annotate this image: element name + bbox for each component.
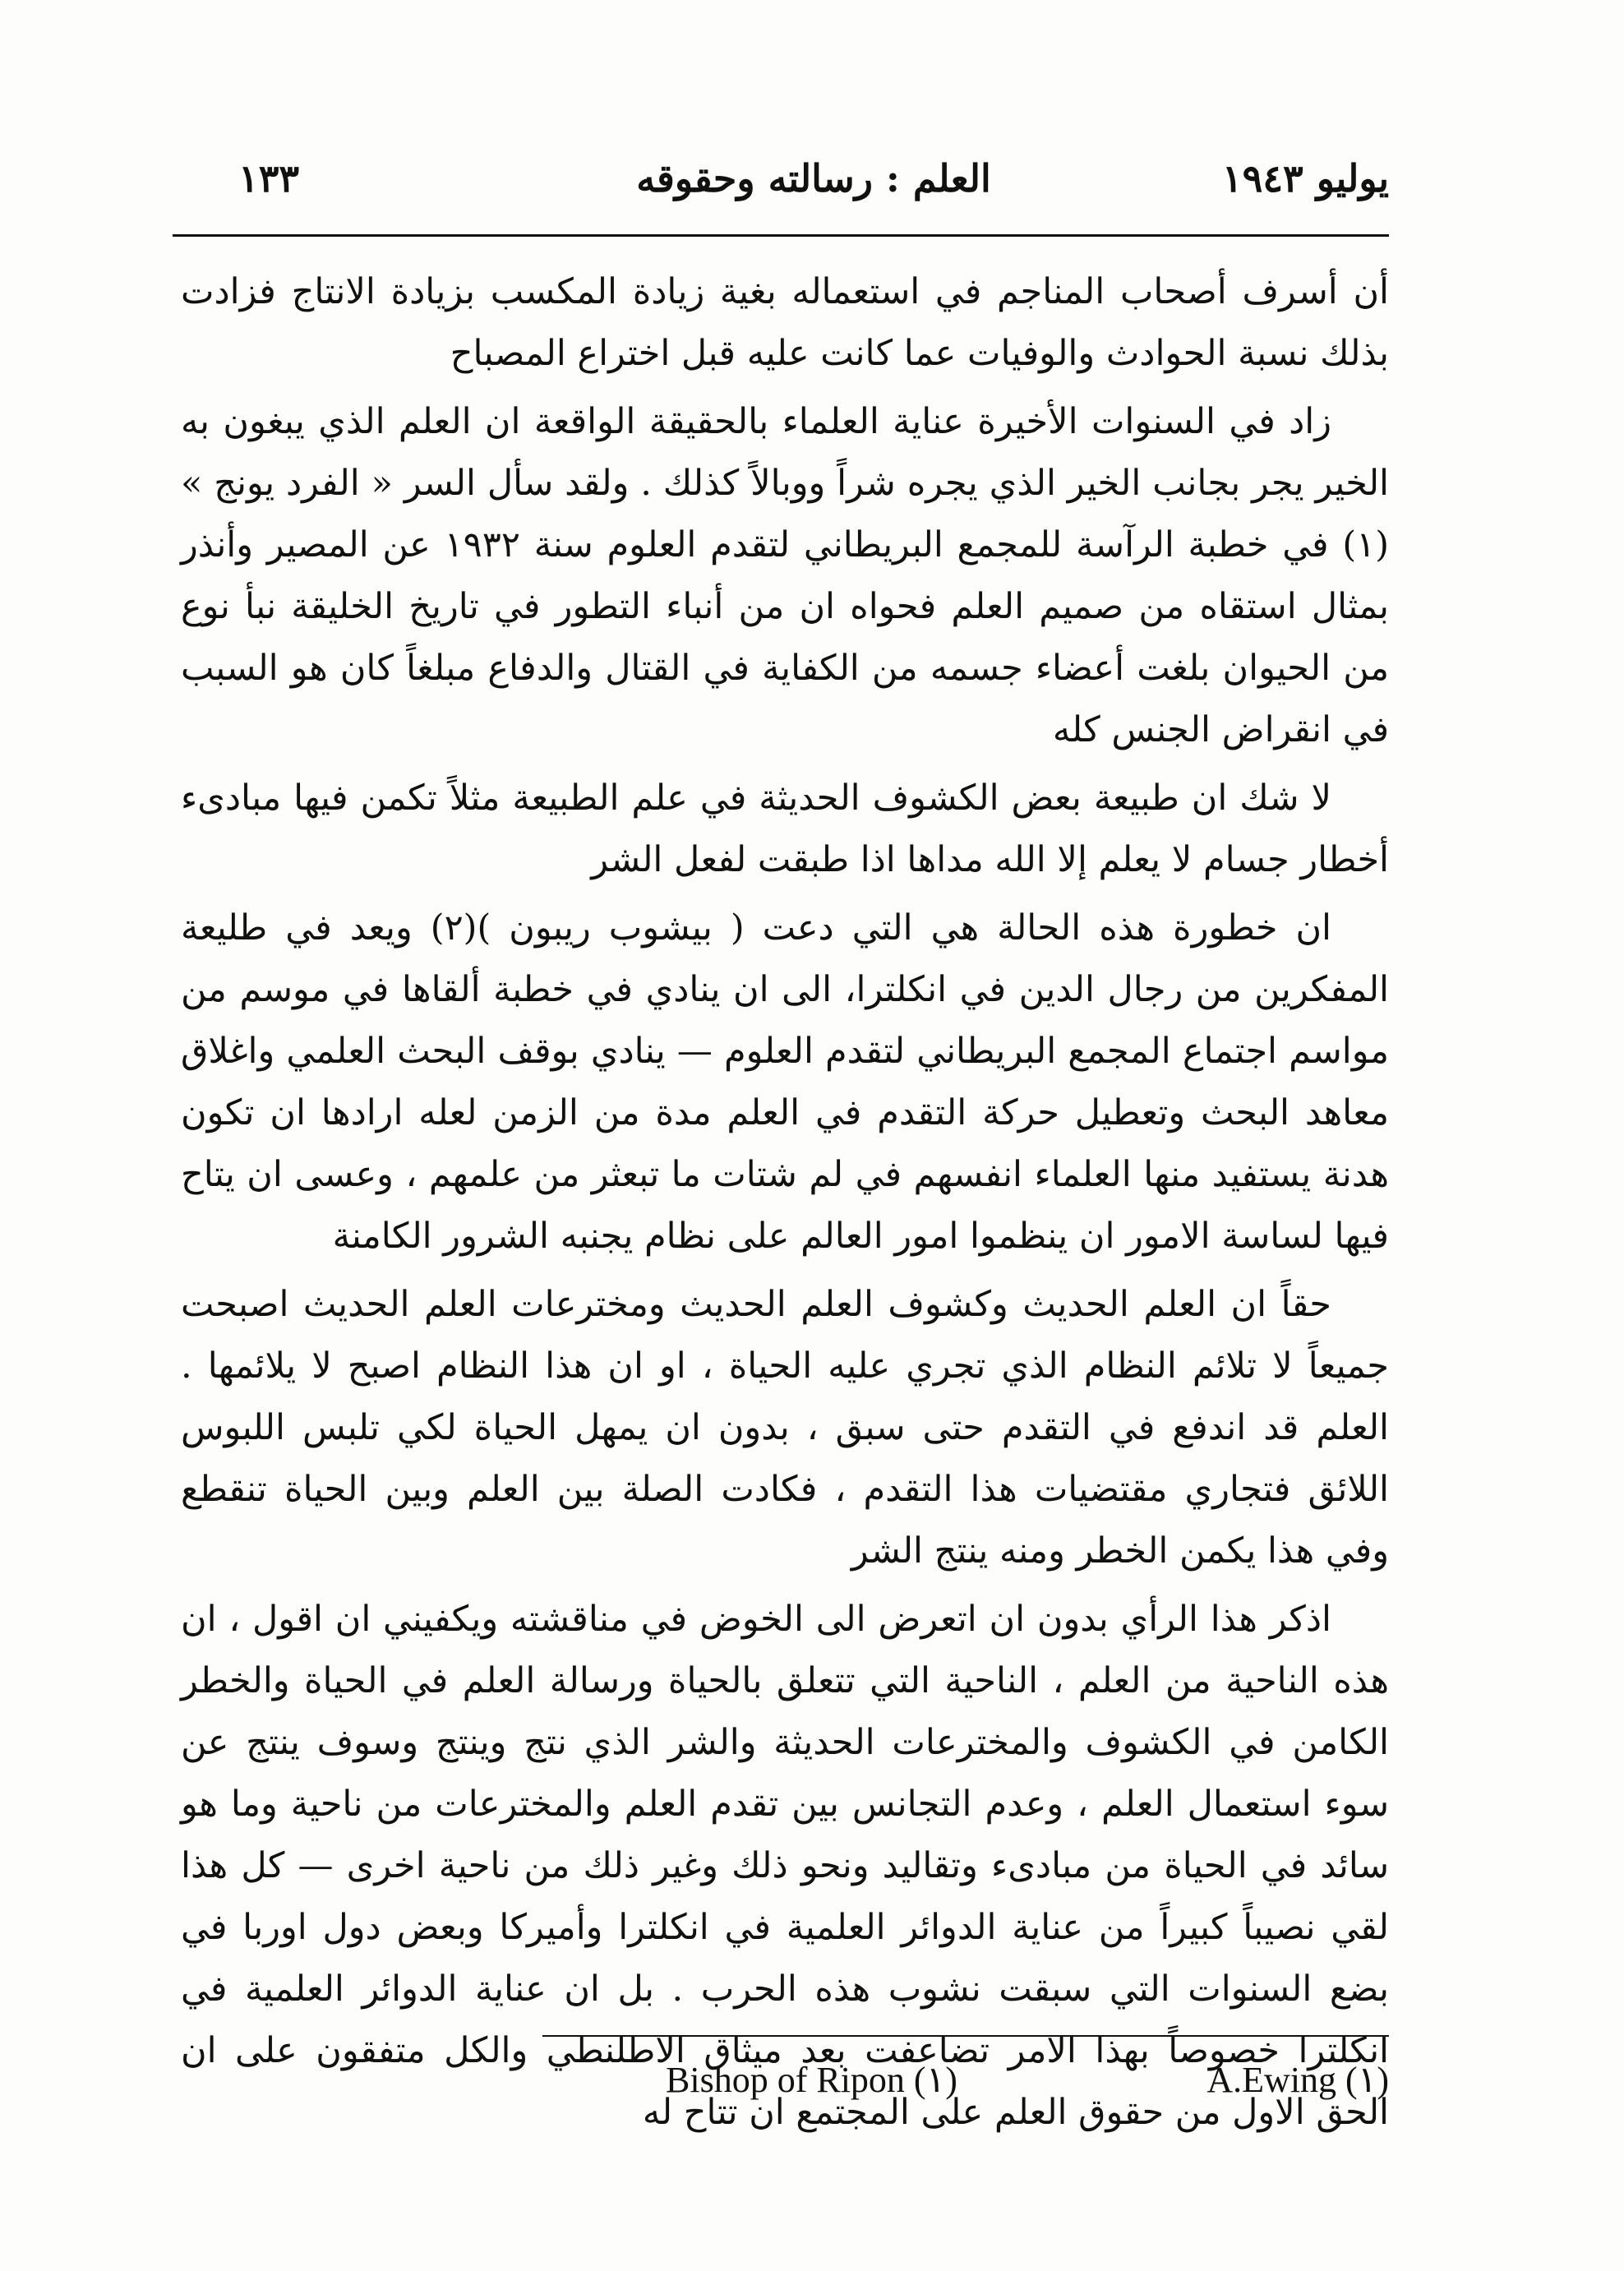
running-title: العلم : رسالته وحقوقه — [636, 156, 991, 201]
footnote-divider — [542, 2035, 1389, 2037]
footnote-ewing: A.Ewing (١) — [1206, 2060, 1389, 2100]
page-number: ١٣٣ — [238, 156, 300, 201]
paragraph: أن أسرف أصحاب المناجم في استعماله بغية زيادة المكسب بزيادة الانتاج فزادت بذلك نسبة الحوادث والوفيات عما كانت عليه قبل اختراع المصباح — [181, 271, 1389, 374]
issue-date: يوليو ١٩٤٣ — [1221, 156, 1389, 201]
page-header — [238, 156, 1389, 214]
footnotes — [666, 2059, 1389, 2108]
header-divider — [173, 234, 1389, 237]
paragraph: اذكر هذا الرأي بدون ان اتعرض الى الخوض في مناقشته ويكفيني ان اقول ، ان هذه الناحية من العلم ، الناحية التي تتعلق بالحياة ورسالة العلم في الحياة والخطر الكامن في الكشوف والمخترعات الحديثة والشر الذي نتج وينتج وسوف ينتج عن سوء استعمال العلم ، وعدم التجانس بين تقدم العلم والمخترعات من ناحية وما هو سائد في الحياة من مبادىء وتقاليد ونحو ذلك وغير ذلك من ناحية اخرى — كل هذا لقي نصيباً كبيراً من عناية الدوائر العلمية في انكلترا وأميركا وبعض دول اوربا في بضع السنوات التي سبقت نشوب هذه الحرب . بل ان عناية الدوائر العلمية في انكلترا خصوصاً بهذا الامر تضاعفت بعد ميثاق الاطلنطي والكل متفقون على ان الحق الاول من حقوق العلم على المجتمع ان تتاح له — [181, 1599, 1389, 2133]
paragraph: لا شك ان طبيعة بعض الكشوف الحديثة في علم الطبيعة مثلاً تكمن فيها مبادىء أخطار جسام لا يعلم إلا الله مداها اذا طبقت لفعل الشر — [181, 778, 1389, 880]
paragraph: ان خطورة هذه الحالة هي التي دعت ( بيشوب ريبون )(٢) ويعد في طليعة المفكرين من رجال الدين في انكلترا، الى ان ينادي في خطبة ألقاها في موسم من مواسم اجتماع المجمع البريطاني لتقدم العلوم — ينادي بوقف البحث العلمي واغلاق معاهد البحث وتعطيل حركة التقدم في العلم مدة من الزمن لعله ارادها ان تكون هدنة يستفيد منها العلماء انفسهم في لم شتات ما تبعثر من علمهم ، وعسى ان يتاح فيها لساسة الامور ان ينظموا امور العالم على نظام يجنبه الشرور الكامنة — [181, 907, 1389, 1257]
paragraph: زاد في السنوات الأخيرة عناية العلماء بالحقيقة الواقعة ان العلم الذي يبغون به الخير يجر بجانب الخير الذي يجره شراً ووبالاً كذلك . ولقد سأل السر « الفرد يونج » (١) في خطبة الرآسة للمجمع البريطاني لتقدم العلوم سنة ١٩٣٢ عن المصير وأنذر بمثال استقاه من صميم العلم فحواه ان من أنباء التطور في تاريخ الخليقة نبأ نوع من الحيوان بلغت أعضاء جسمه من الكفاية في القتال والدفاع مبلغاً كان هو السبب في انقراض الجنس كله — [181, 401, 1390, 750]
paragraph: حقاً ان العلم الحديث وكشوف العلم الحديث ومخترعات العلم الحديث اصبحت جميعاً لا تلائم النظام الذي تجري عليه الحياة ، او ان هذا النظام اصبح لا يلائمها . العلم قد اندفع في التقدم حتى سبق ، بدون ان يمهل الحياة لكي تلبس اللبوس اللائق فتجاري مقتضيات هذا التقدم ، فكادت الصلة بين العلم وبين الحياة تنقطع وفي هذا يكمن الخطر ومنه ينتج الشر — [181, 1284, 1389, 1572]
footnote-ripon: Bishop of Ripon (١) — [666, 2060, 957, 2100]
article-body — [181, 261, 1389, 2150]
